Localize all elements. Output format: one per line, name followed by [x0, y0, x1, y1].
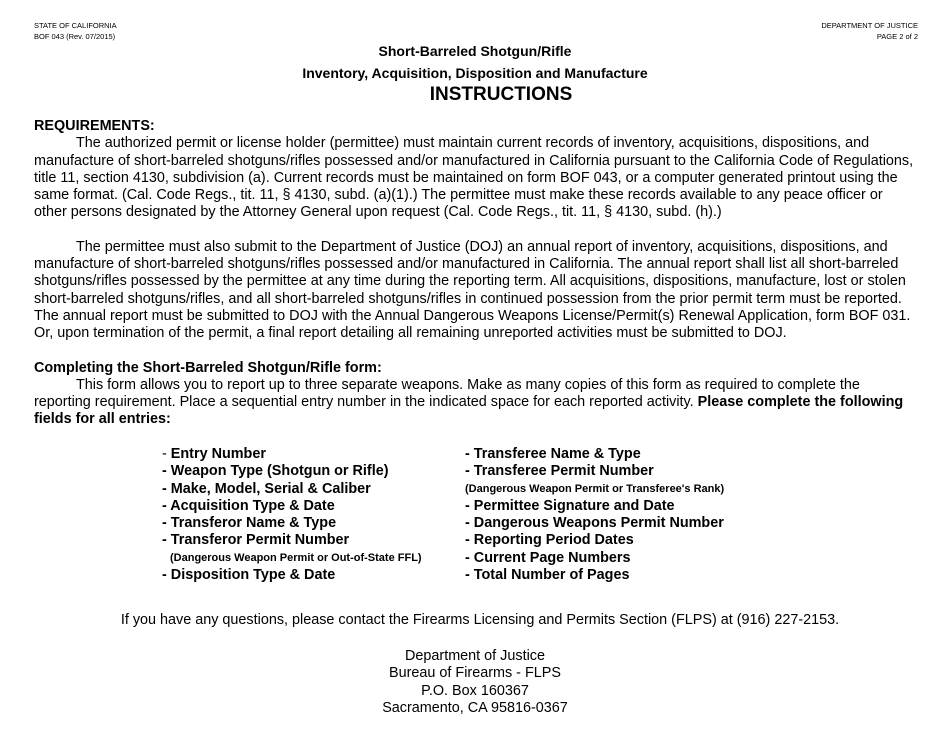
list-item-note: (Dangerous Weapon Permit or Transferee's Rank) [465, 482, 725, 495]
list-item: - Transferor Permit Number [162, 532, 350, 549]
completing-paragraph [34, 377, 918, 429]
list-item: - Transferor Name & Type [162, 515, 337, 532]
requirements-paragraph-2: The permittee must also submit to the Department of Justice (DOJ) an annual report of inventory, acquisitions, dispositions, and manufacture of short-barreled shotguns/rifles possessed and/or manufactured in California. The annual report shall list all short-barreled shotguns/rifles possessed by the permittee at any time during the reporting term. All acquisitions, dispositions, manufacture, lost or stolen short-barreled shotguns/rifles, and all short-barreled shotguns/rifles in continued possession from the prior permit term must be reported. The annual report must be submitted to DOJ with the Annual Dangerous Weapons License/Permit(s) Renewal Application, form BOF 031. Or, upon termination of the permit, a final report detailing all remaining unreported activities must be submitted to DOJ. [34, 238, 911, 342]
list-item: - Total Number of Pages [465, 567, 630, 584]
instructions-heading: INSTRUCTIONS [429, 84, 573, 105]
completing-text: This form allows you to report up to three separate weapons. Make as many copies of this form as required to complete the reporting requirement. Place a sequential entry number in the indicated space for each reported activity. [34, 376, 860, 411]
instructions-body [34, 118, 918, 429]
contact-info: If you have any questions, please contact the Firearms Licensing and Permits Section (FLPS) at (916) 227-2153. [120, 612, 840, 628]
list-item: - Transferee Permit Number [465, 463, 654, 480]
list-item: - Current Page Numbers [465, 549, 631, 566]
list-item: - Reporting Period Dates [465, 532, 634, 549]
address-line: P.O. Box 160367 [421, 682, 529, 699]
list-item: - Make, Model, Serial & Caliber [162, 480, 371, 497]
address-line: Department of Justice [405, 648, 545, 664]
form-header-left [34, 20, 117, 42]
list-item: - Acquisition Type & Date [162, 497, 335, 514]
required-fields-left [162, 446, 422, 584]
list-item: - Permittee Signature and Date [465, 497, 675, 514]
completing-heading: Completing the Short-Barreled Shotgun/Rifle form: [34, 359, 382, 376]
list-item: - Dangerous Weapons Permit Number [465, 515, 724, 532]
form-subtitle: Inventory, Acquisition, Disposition and Manufacture [302, 65, 648, 81]
list-item: - Disposition Type & Date [162, 567, 336, 584]
requirements-paragraph-1: The authorized permit or license holder (permittee) must maintain current records of inventory, acquisitions, dispositions, and manufacture of short-barreled shotguns/rifles possessed and/or manufactured in California pursuant to the California Code of Regulations, title 11, section 4130, subdivision (a). Current records must be maintained on form BOF 043, or a computer generated printout using the same format. (Cal. Code Regs., tit. 11, § 4130, subd. (a)(1).) The permittee must make these records available to any peace officer or other persons designated by the Attorney General upon request (Cal. Code Regs., tit. 11, § 4130, subd. (h).) [34, 135, 914, 221]
requirements-heading: REQUIREMENTS: [34, 118, 155, 134]
page-indicator: PAGE 2 of 2 [876, 32, 918, 41]
state-label: STATE OF CALIFORNIA [34, 21, 117, 30]
address-line: Bureau of Firearms - FLPS [389, 665, 561, 682]
department-label: DEPARTMENT OF JUSTICE [821, 21, 918, 30]
required-fields-right [465, 446, 724, 584]
mailing-address [0, 648, 950, 717]
list-item: - Weapon Type (Shotgun or Rifle) [162, 463, 389, 480]
list-item: - Transferee Name & Type [465, 446, 641, 462]
list-item-note: (Dangerous Weapon Permit or Out-of-State FFL) [170, 551, 422, 564]
form-header-right [821, 20, 918, 42]
form-title: Short-Barreled Shotgun/Rifle [378, 43, 572, 59]
form-number: BOF 043 (Rev. 07/2015) [34, 32, 116, 41]
list-item: - Entry Number [162, 446, 266, 462]
completing-emphasis: Please complete the following fields for all entries: [34, 394, 904, 428]
address-line: Sacramento, CA 95816-0367 [382, 699, 568, 716]
